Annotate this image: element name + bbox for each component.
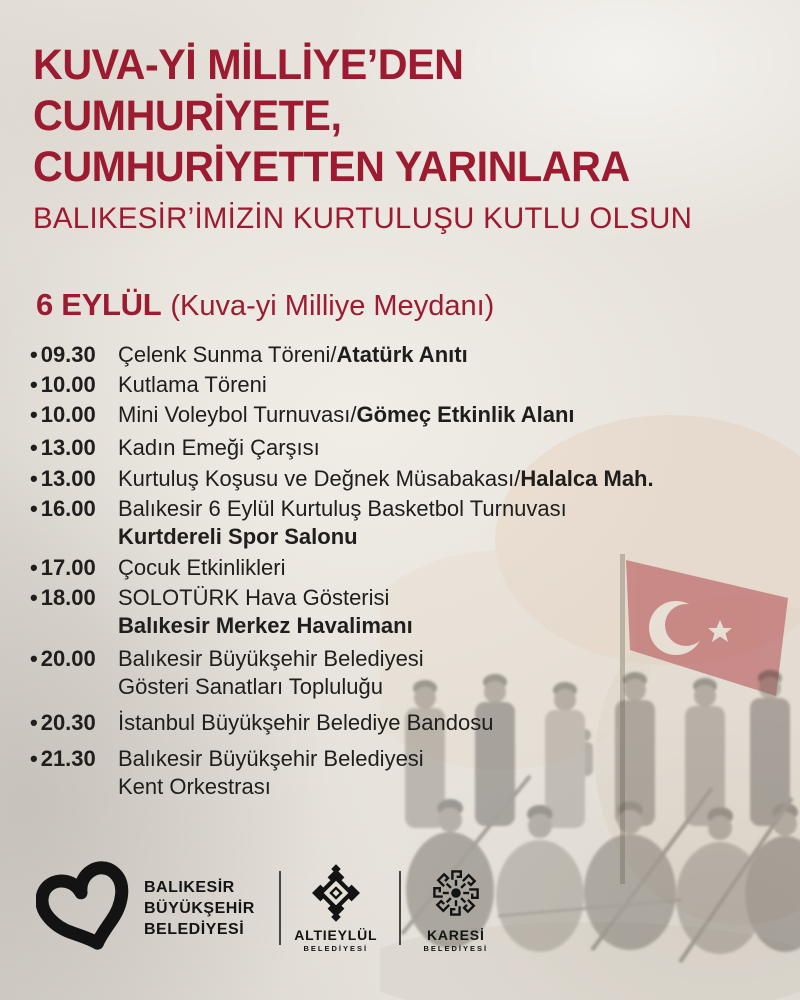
event-text: İstanbul Büyükşehir Belediye Bandosu xyxy=(118,710,494,735)
footer-divider xyxy=(399,871,401,945)
schedule-row xyxy=(30,371,778,399)
schedule-row xyxy=(30,465,778,493)
footer-divider xyxy=(279,871,281,945)
schedule-list xyxy=(30,341,778,803)
event-location: Balıkesir Merkez Havalimanı xyxy=(118,613,413,638)
altieylul-name: ALTIEYLÜL xyxy=(294,927,378,943)
event-venue: (Kuva-yi Milliye Meydanı) xyxy=(170,290,495,322)
poster-subtitle: BALIKESİR’İMİZİN KURTULUŞU KUTLU OLSUN xyxy=(33,202,693,235)
bbb-label xyxy=(144,877,255,940)
event-text: Kurtuluş Koşusu ve Değnek Müsabakası/ xyxy=(118,466,521,491)
bbb-label-line: BELEDİYESİ xyxy=(144,920,245,938)
title-line-2: CUMHURİYETE, xyxy=(33,92,342,140)
event-text: Kadın Emeği Çarşısı xyxy=(118,435,320,460)
event-location: Kurtdereli Spor Salonu xyxy=(118,524,358,549)
event-text-line2: Gösteri Sanatları Topluluğu xyxy=(118,674,383,699)
event-location: Gömeç Etkinlik Alanı xyxy=(356,402,575,427)
event-text: Balıkesir Büyükşehir Belediyesi xyxy=(118,646,424,671)
time-label: • 10.00 xyxy=(30,371,118,399)
event-text: Çelenk Sunma Töreni/ xyxy=(118,342,337,367)
schedule-row xyxy=(30,645,778,701)
event-location: Halalca Mah. xyxy=(520,466,654,491)
event-text: Mini Voleybol Turnuvası/ xyxy=(118,402,357,427)
event-text: Balıkesir Büyükşehir Belediyesi xyxy=(118,746,424,771)
event-text: Balıkesir 6 Eylül Kurtuluş Basketbol Turnuvası xyxy=(118,496,567,521)
time-label: • 17.00 xyxy=(30,554,118,582)
time-label: • 10.00 xyxy=(30,401,118,429)
karesi-logo-block xyxy=(417,863,495,953)
time-label: • 13.00 xyxy=(30,465,118,493)
schedule-row xyxy=(30,401,778,429)
time-label: • 18.00 xyxy=(30,584,118,640)
schedule-row xyxy=(30,745,778,801)
time-label: • 20.30 xyxy=(30,709,118,737)
title-line-1: KUVA-Yİ MİLLİYE’DEN xyxy=(33,41,464,89)
time-label: • 13.00 xyxy=(30,434,118,462)
altieylul-kilim-motif-icon xyxy=(306,863,366,923)
karesi-seljuk-star-icon xyxy=(426,863,486,923)
karesi-sub: BELEDİYESİ xyxy=(423,944,489,953)
schedule-row xyxy=(30,584,778,640)
schedule-row xyxy=(30,709,778,737)
bbb-label-line: BALIKESİR xyxy=(144,878,235,896)
altieylul-logo-block xyxy=(294,863,378,953)
event-date: 6 EYLÜL xyxy=(36,287,162,322)
time-label: • 21.30 xyxy=(30,745,118,801)
bbb-label-line: BÜYÜKŞEHİR xyxy=(144,899,255,917)
schedule-row xyxy=(30,434,778,462)
altieylul-sub: BELEDİYESİ xyxy=(303,944,369,953)
time-label: • 20.00 xyxy=(30,645,118,701)
heart-b-logo-icon xyxy=(36,850,136,966)
event-text: Çocuk Etkinlikleri xyxy=(118,555,286,580)
schedule-row xyxy=(30,554,778,582)
event-header xyxy=(36,287,494,323)
schedule-row xyxy=(30,495,778,551)
title-line-3: CUMHURİYETTEN YARINLARA xyxy=(33,143,630,191)
event-text: Kutlama Töreni xyxy=(118,372,267,397)
footer-logos xyxy=(36,850,495,966)
time-label: • 16.00 xyxy=(30,495,118,551)
karesi-name: KARESİ xyxy=(426,927,485,943)
event-text-line2: Kent Orkestrası xyxy=(118,774,271,799)
event-location: Atatürk Anıtı xyxy=(336,342,468,367)
schedule-row xyxy=(30,341,778,369)
time-label: • 09.30 xyxy=(30,341,118,369)
poster-title xyxy=(33,40,630,193)
event-text: SOLOTÜRK Hava Gösterisi xyxy=(118,585,390,610)
